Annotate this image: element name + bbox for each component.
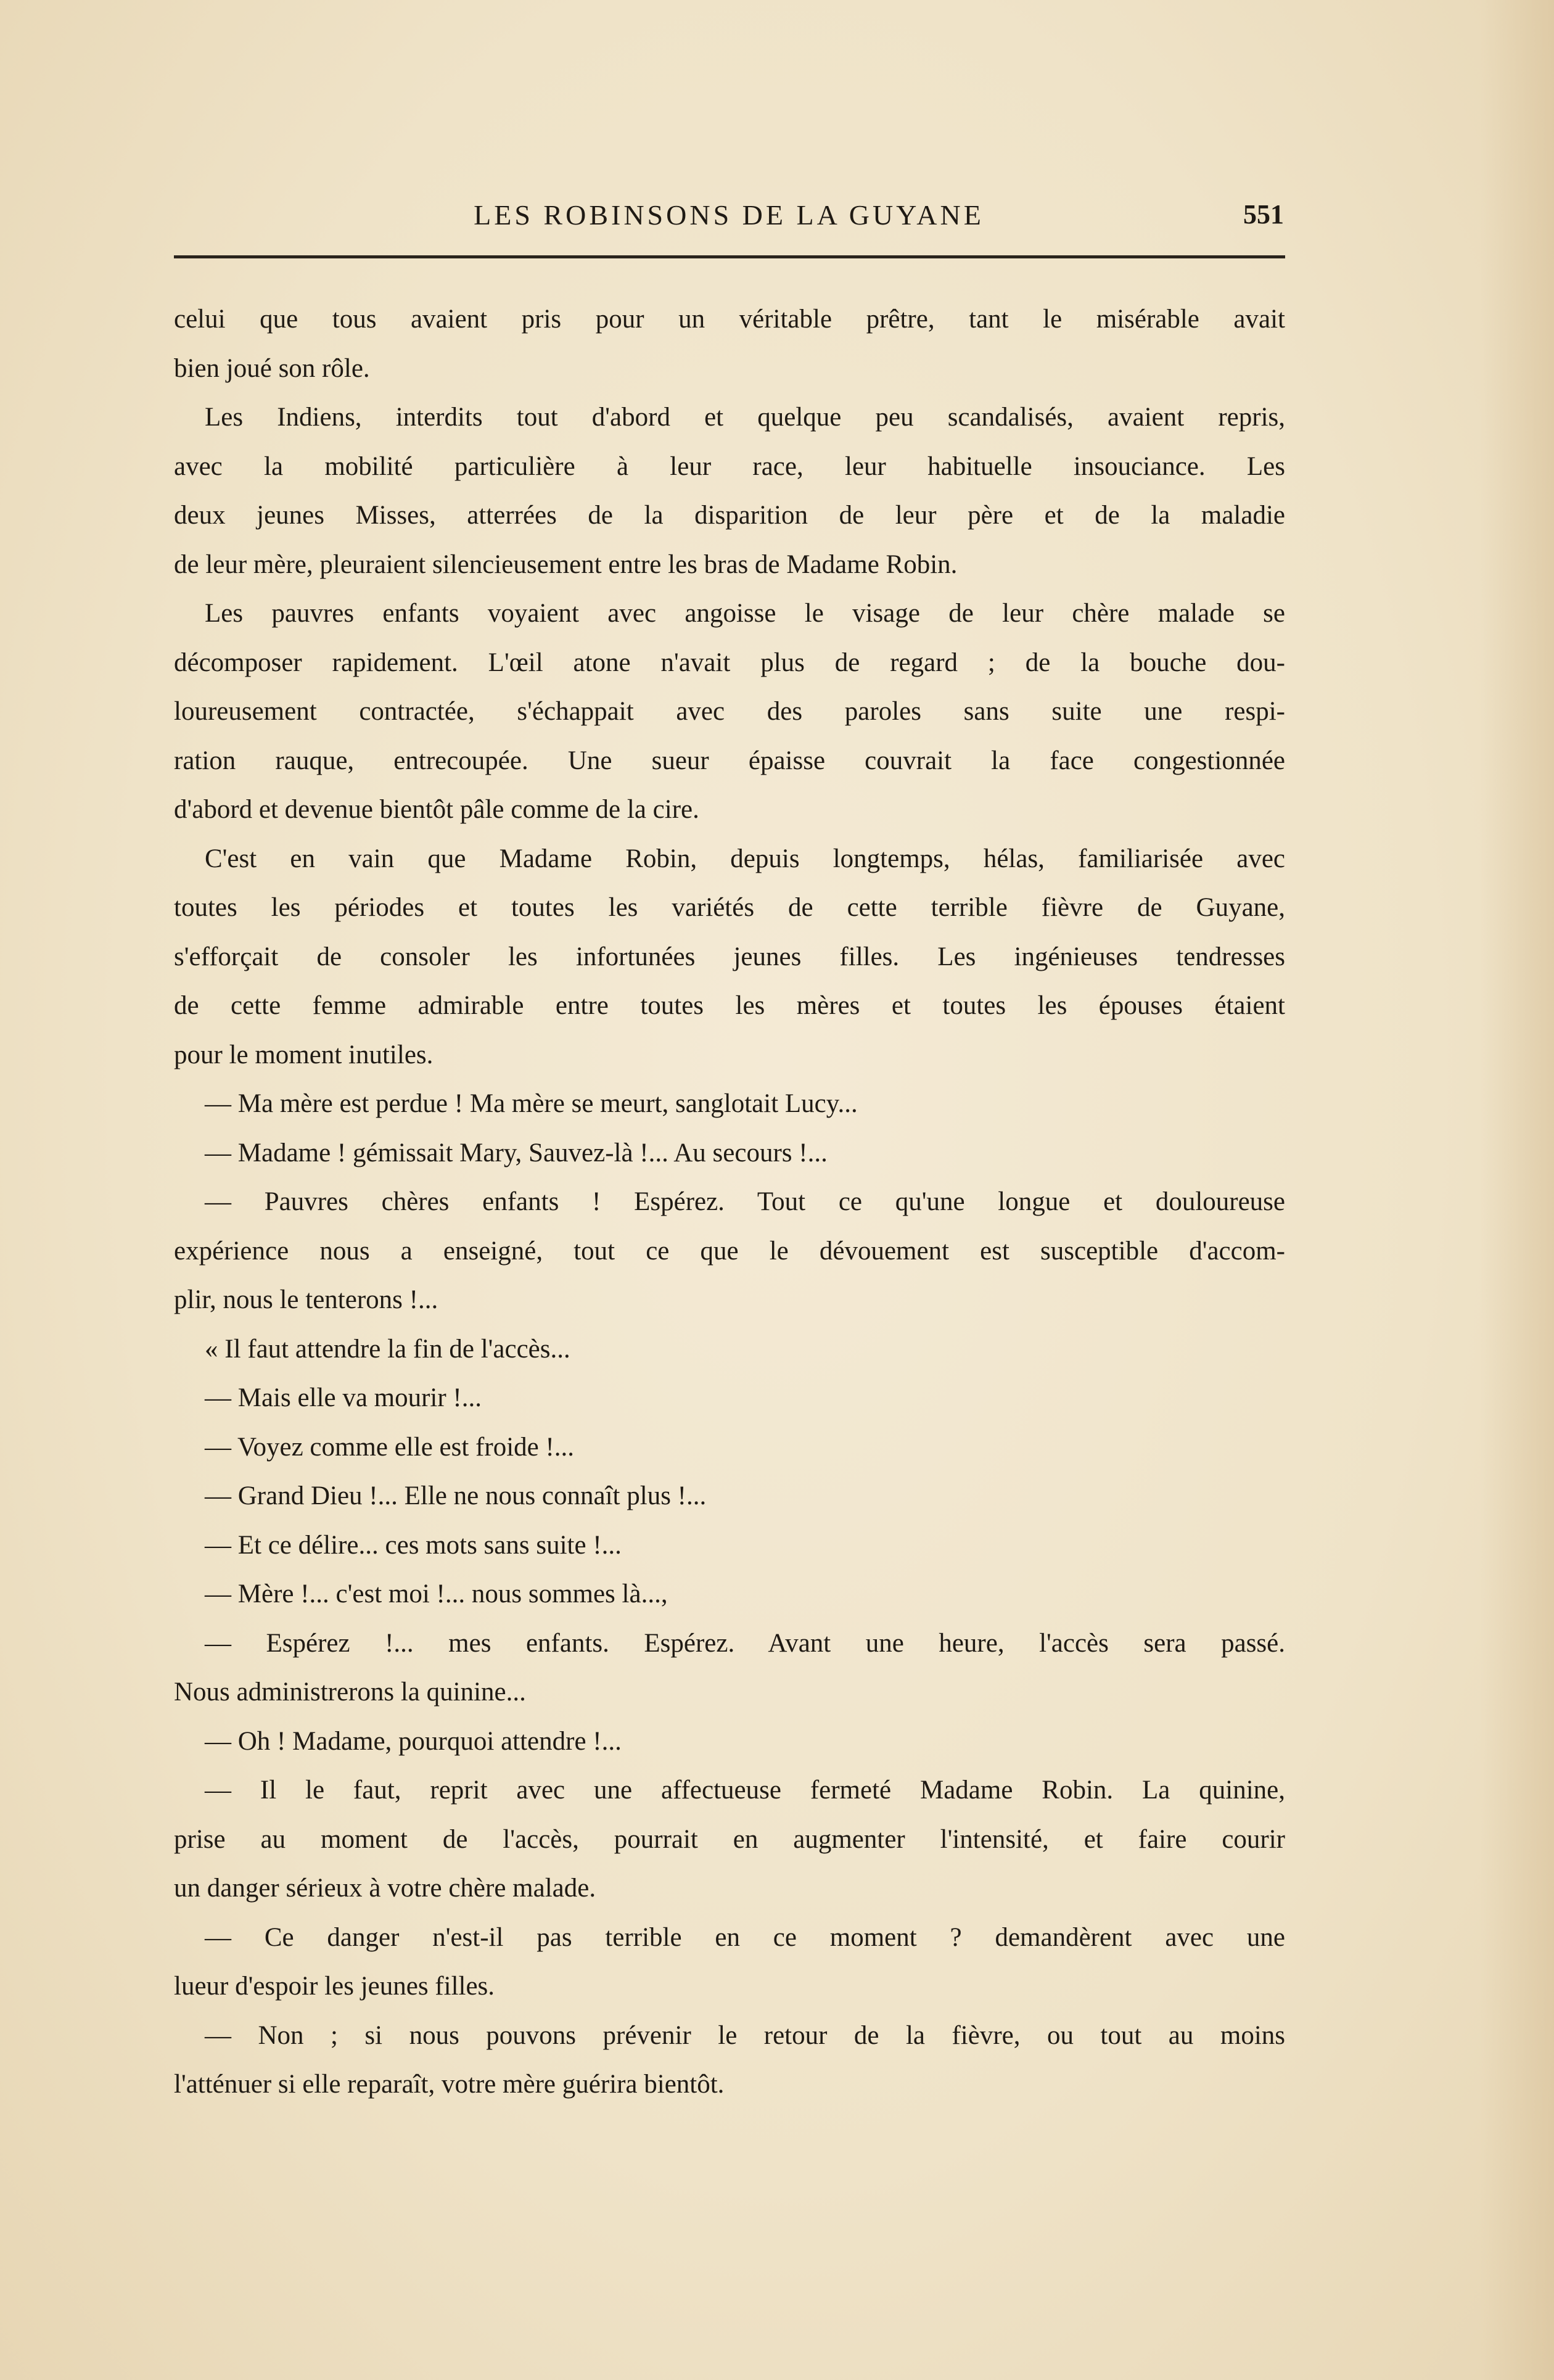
text-line: décomposer rapidement. L'œil atone n'avait plus de regard ; de la bouche dou- <box>174 648 1285 677</box>
text-line: — Pauvres chères enfants ! Espérez. Tout ce qu'une longue et douloureuse <box>205 1187 1285 1216</box>
text-line: plir, nous le tenterons !... <box>174 1285 438 1314</box>
text-line: celui que tous avaient pris pour un véritable prêtre, tant le misérable avait <box>174 305 1285 334</box>
page-edge-stain <box>1480 0 1554 2380</box>
text-line: — Madame ! gémissait Mary, Sauvez-là !... Au secours !... <box>205 1138 828 1167</box>
text-line: — Mère !... c'est moi !... nous sommes là..., <box>205 1579 668 1608</box>
text-line: loureusement contractée, s'échappait avec des paroles sans suite une respi- <box>174 697 1285 726</box>
page-header <box>174 199 1284 236</box>
text-line: — Ce danger n'est-il pas terrible en ce moment ? demandèrent avec une <box>205 1922 1285 1952</box>
text-line: — Ma mère est perdue ! Ma mère se meurt, sanglotait Lucy... <box>205 1089 858 1118</box>
text-line: s'efforçait de consoler les infortunées jeunes filles. Les ingénieuses tendresses <box>174 942 1285 971</box>
text-line: expérience nous a enseigné, tout ce que le dévouement est susceptible d'accom- <box>174 1236 1285 1266</box>
page-number: 551 <box>1243 199 1284 229</box>
text-line: deux jeunes Misses, atterrées de la disparition de leur père et de la maladie <box>174 501 1285 530</box>
text-line: avec la mobilité particulière à leur race, leur habituelle insouciance. Les <box>174 451 1285 481</box>
text-line: — Voyez comme elle est froide !... <box>205 1432 575 1462</box>
text-line: de cette femme admirable entre toutes les mères et toutes les épouses étaient <box>174 991 1285 1020</box>
body-text <box>174 295 1285 2109</box>
text-line: « Il faut attendre la fin de l'accès... <box>205 1334 570 1364</box>
text-line: Nous administrerons la quinine... <box>174 1678 526 1707</box>
text-line: — Mais elle va mourir !... <box>205 1383 482 1412</box>
text-line: toutes les périodes et toutes les variétés de cette terrible fièvre de Guyane, <box>174 893 1285 922</box>
text-line: — Il le faut, reprit avec une affectueuse fermeté Madame Robin. La quinine, <box>205 1776 1285 1805</box>
text-line: d'abord et devenue bientôt pâle comme de la cire. <box>174 795 699 824</box>
text-line: de leur mère, pleuraient silencieusement entre les bras de Madame Robin. <box>174 550 958 579</box>
text-line: ration rauque, entrecoupée. Une sueur épaisse couvrait la face congestionnée <box>174 746 1285 775</box>
text-line: prise au moment de l'accès, pourrait en augmenter l'intensité, et faire courir <box>174 1824 1285 1854</box>
text-line: bien joué son rôle. <box>174 353 370 383</box>
text-line: — Espérez !... mes enfants. Espérez. Avant une heure, l'accès sera passé. <box>205 1628 1285 1658</box>
text-line: lueur d'espoir les jeunes filles. <box>174 1972 495 2001</box>
text-line: — Non ; si nous pouvons prévenir le retour de la fièvre, ou tout au moins <box>205 2020 1285 2050</box>
text-line: — Et ce délire... ces mots sans suite !... <box>205 1530 622 1560</box>
text-line: C'est en vain que Madame Robin, depuis longtemps, hélas, familiarisée avec <box>205 844 1285 873</box>
text-line: Les Indiens, interdits tout d'abord et quelque peu scandalisés, avaient repris, <box>205 403 1285 432</box>
text-line: l'atténuer si elle reparaît, votre mère guérira bientôt. <box>174 2070 725 2099</box>
text-line: — Grand Dieu !... Elle ne nous connaît plus !... <box>205 1481 707 1510</box>
text-line: pour le moment inutiles. <box>174 1040 434 1069</box>
text-line: — Oh ! Madame, pourquoi attendre !... <box>205 1726 622 1756</box>
header-rule <box>174 255 1285 258</box>
running-title: LES ROBINSONS DE LA GUYANE <box>474 199 984 231</box>
text-line: Les pauvres enfants voyaient avec angoisse le visage de leur chère malade se <box>205 599 1285 628</box>
text-line: un danger sérieux à votre chère malade. <box>174 1874 596 1903</box>
